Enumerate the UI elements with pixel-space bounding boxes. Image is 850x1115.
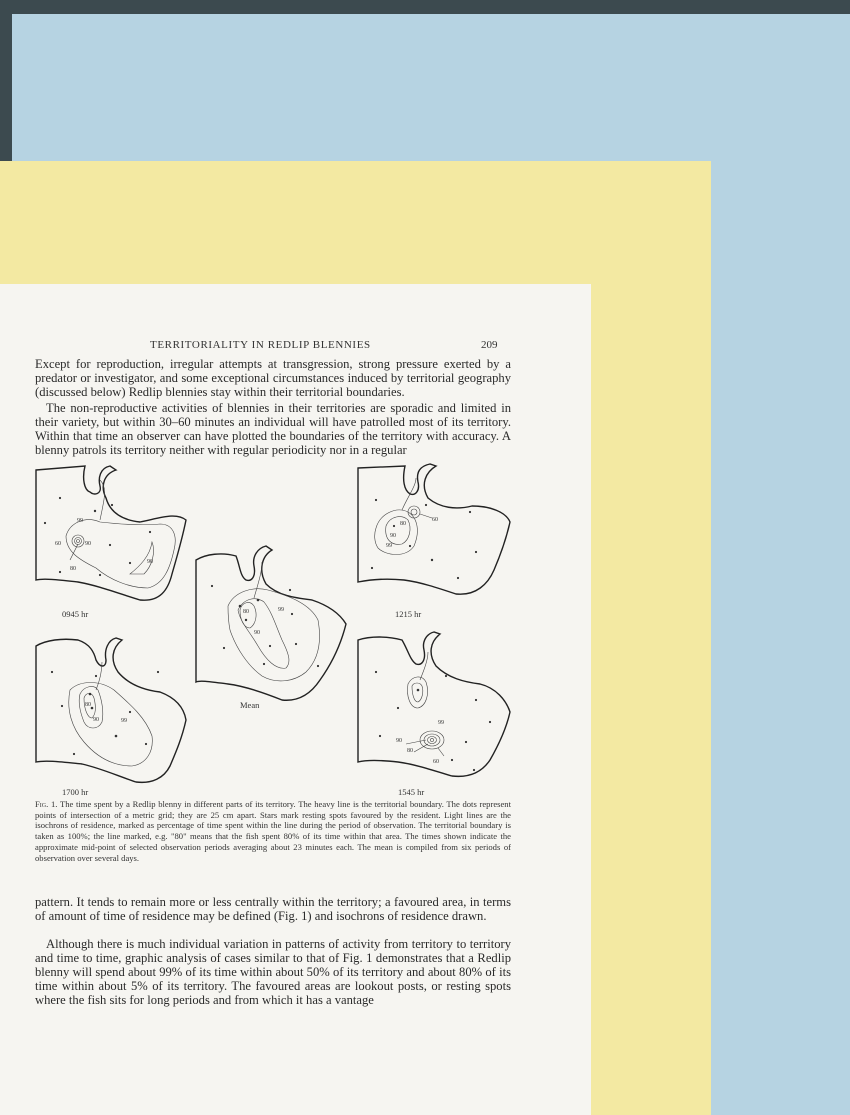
- panel-label-1700: 1700 hr: [62, 787, 89, 797]
- panel-label-0945: 0945 hr: [62, 609, 89, 619]
- iso-label: 60: [55, 541, 61, 547]
- isochron-80: [408, 506, 420, 518]
- panel-0945: [36, 466, 186, 619]
- territory-boundary: [196, 546, 346, 700]
- isochron-90: [386, 517, 410, 545]
- pointer-line: [70, 544, 78, 560]
- isochron-99: [375, 510, 418, 555]
- iso-label: 80: [70, 566, 76, 572]
- panel-1215: [358, 464, 510, 619]
- page-number: 209: [481, 339, 498, 351]
- isochron-80b: [428, 737, 437, 744]
- iso-label: 99: [438, 720, 444, 726]
- isochron-80: [75, 538, 82, 545]
- paragraph-3: pattern. It tends to remain more or less centrally within the territory; a favoured area, in terms of amount of time of residence may be defined (Fig. 1) and isochrons of residence drawn.: [35, 895, 511, 924]
- iso-label: 90: [396, 738, 402, 744]
- panel-label-mean: Mean: [240, 700, 260, 710]
- iso-label: 90: [254, 630, 260, 636]
- isochron-90: [72, 535, 84, 547]
- iso-label: 80: [407, 748, 413, 754]
- panel-mean: [196, 546, 346, 710]
- isochron-90b: [424, 734, 440, 746]
- isochron-99: [407, 677, 427, 708]
- territory-boundary: [36, 638, 186, 782]
- paragraph-1: Except for reproduction, irregular attempts at transgression, strong pressure exerted by a predator or investigator, and some exceptional circumstances induced by territorial geography (discussed below) Redlip blennies stay within their territorial boundaries.: [35, 357, 511, 400]
- paragraph-2: The non-reproductive activities of blennies in their territories are sporadic and limited in their variety, but within 30–60 minutes an individual will have patrolled most of its territory. Within that time an observer can have plotted the boundaries of the territory with accuracy. A blenny patrols its territory neither with regular periodicity nor in a regular: [35, 401, 511, 458]
- caption-label: Fig. 1.: [35, 799, 58, 809]
- iso-label: 90: [390, 533, 396, 539]
- iso-label: 80: [400, 521, 406, 527]
- pointer-line: [420, 514, 432, 518]
- iso-label: 90: [147, 559, 153, 565]
- iso-label: 99: [121, 718, 127, 724]
- territory-boundary: [36, 466, 186, 600]
- iso-label: 90: [93, 717, 99, 723]
- isochron-80: [240, 603, 256, 628]
- running-title: TERRITORIALITY IN REDLIP BLENNIES: [150, 339, 371, 351]
- isochron-99: [66, 520, 175, 588]
- territory-boundary: [358, 464, 510, 594]
- isochron-60: [411, 509, 417, 515]
- iso-label: 99: [278, 607, 284, 613]
- caption-text: The time spent by a Redlip blenny in different parts of its territory. The heavy line is the territorial boundary. The dots represent points of intersection of a metric grid; they are 25 cm apart. Stars mark resting spots favoured by the resident. Light lines are the isochrons of residence, marked as percentage of time spent within the line during the period of observation. The territorial boundary is taken as 100%; the line marked, e.g. "80" means that the fish spent 80% of its time within that area. The times shown indicate the approximate mid-point of selected observation periods averaging about 23 minutes each. The mean is compiled from six periods of observation over several days.: [35, 799, 511, 863]
- iso-label: 99: [386, 543, 392, 549]
- territory-boundary: [358, 632, 510, 776]
- figure-territory-maps: [0, 0, 591, 800]
- iso-label: 80: [243, 609, 249, 615]
- iso-label: 99: [77, 518, 83, 524]
- isochron-99: [228, 589, 320, 681]
- panel-label-1545: 1545 hr: [398, 787, 425, 797]
- iso-label: 90: [85, 541, 91, 547]
- isochron-60: [77, 540, 80, 543]
- iso-label: 80: [85, 702, 91, 708]
- isochron-60b: [430, 738, 433, 741]
- panel-label-1215: 1215 hr: [395, 609, 422, 619]
- isochron-inner: [130, 542, 154, 574]
- panel-1545: [358, 632, 510, 797]
- isochron-90: [412, 683, 423, 702]
- paragraph-4: Although there is much individual variation in patterns of activity from territory to territory and time to time, graphic analysis of cases similar to that of Fig. 1 demonstrates that a Redlip blenny will spend about 99% of its time within about 50% of its territory and about 80% of its time within about 5% of its territory. The favoured areas are lookout posts, or resting spots where the fish sits for long periods and from which it has a vantage: [35, 937, 511, 1008]
- figure-caption: [35, 799, 511, 863]
- isochron-99: [69, 683, 153, 767]
- iso-label: 60: [432, 517, 438, 523]
- isochron-neck: [254, 562, 262, 598]
- panel-1700: [36, 638, 186, 797]
- iso-label: 60: [433, 759, 439, 765]
